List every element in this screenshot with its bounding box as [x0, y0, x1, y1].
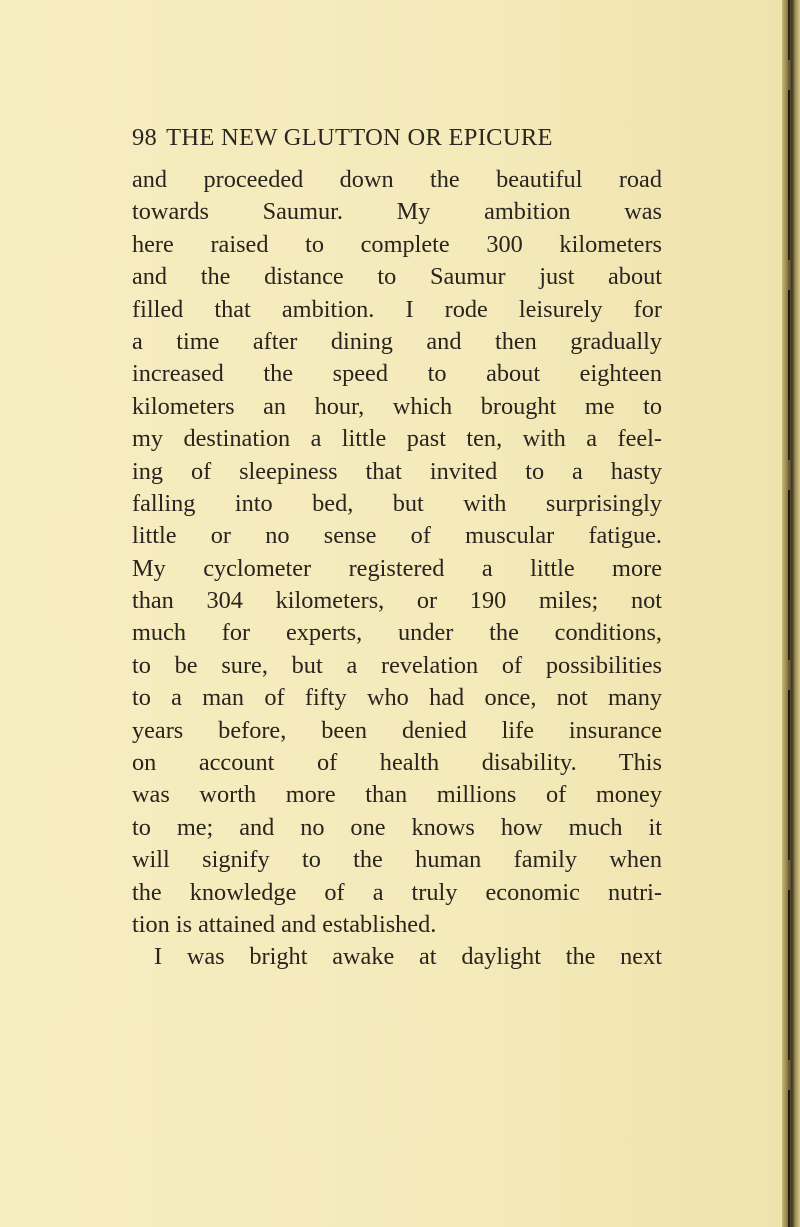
text-line: to a man of fifty who had once, not many	[132, 684, 662, 712]
text-line: kilometers an hour, which brought me to	[132, 392, 662, 420]
text-line: was worth more than millions of money	[132, 781, 662, 809]
text-line: on account of health disability. This	[132, 749, 662, 777]
text-line: and the distance to Saumur just about	[132, 263, 662, 291]
text-line: the knowledge of a truly economic nutri-	[132, 878, 662, 906]
text-line: towards Saumur. My ambition was	[132, 198, 662, 226]
text-line: falling into bed, but with surprisingly	[132, 489, 662, 517]
body-text	[132, 164, 662, 974]
text-line: here raised to complete 300 kilometers	[132, 230, 662, 258]
text-line: much for experts, under the conditions,	[132, 619, 662, 647]
text-line: ing of sleepiness that invited to a hasty	[132, 457, 662, 485]
text-line: will signify to the human family when	[132, 846, 662, 874]
page-number: 98	[132, 124, 158, 151]
text-line: and proceeded down the beautiful road	[132, 166, 662, 193]
text-line: to me; and no one knows how much it	[132, 813, 662, 841]
text-line: filled that ambition. I rode leisurely for	[132, 295, 662, 323]
text-line: increased the speed to about eighteen	[132, 360, 662, 388]
page-header	[132, 124, 553, 152]
running-title: THE NEW GLUTTON OR EPICURE	[166, 124, 553, 151]
text-line: than 304 kilometers, or 190 miles; not	[132, 587, 662, 615]
text-line: I was bright awake at daylight the next	[154, 943, 662, 971]
text-line: My cyclometer registered a little more	[132, 554, 662, 582]
text-line: tion is attained and established.	[132, 910, 437, 938]
text-line: a time after dining and then gradually	[132, 327, 662, 355]
text-line: little or no sense of muscular fatigue.	[132, 522, 662, 550]
text-line: years before, been denied life insurance	[132, 716, 662, 744]
text-line: my destination a little past ten, with a feel-	[132, 425, 662, 453]
text-line: to be sure, but a revelation of possibilities	[132, 651, 662, 679]
page-edge-shadow	[782, 0, 800, 1227]
